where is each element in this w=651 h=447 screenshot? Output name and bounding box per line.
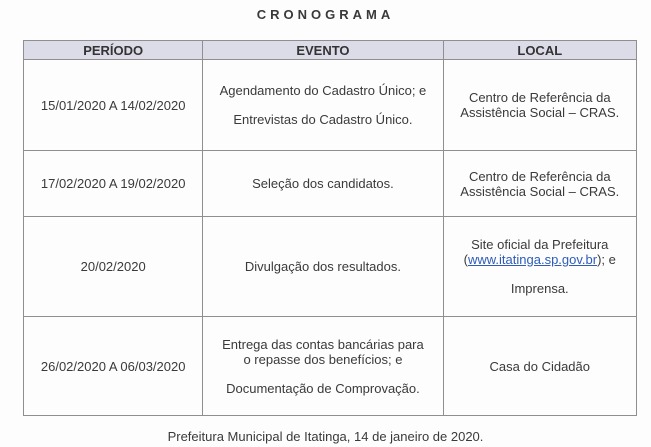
local-line: Assistência Social – CRAS. [460, 105, 620, 120]
document-title: CRONOGRAMA [256, 7, 395, 22]
period-cell: 17/02/2020 A 19/02/2020 [24, 151, 203, 217]
period-cell: 20/02/2020 [24, 217, 203, 317]
column-header-local: LOCAL [443, 41, 636, 60]
column-header-period: PERÍODO [24, 41, 203, 60]
event-line: o repasse dos benefícios; e [243, 351, 403, 367]
event-line: Entrevistas do Cadastro Único. [233, 112, 413, 127]
event-cell [203, 60, 443, 151]
event-cell [203, 217, 443, 317]
local-cell [443, 151, 636, 217]
table-row [24, 317, 637, 416]
paren-open: ( [463, 252, 468, 267]
column-header-event: EVENTO [203, 41, 443, 60]
table-row [24, 151, 637, 217]
local-cell [443, 217, 636, 317]
period-cell: 15/01/2020 A 14/02/2020 [24, 60, 203, 151]
event-line: Entrega das contas bancárias para [222, 336, 424, 352]
local-line: Centro de Referência da [468, 168, 611, 184]
local-line: Casa do Cidadão [489, 358, 590, 374]
schedule-table [23, 40, 637, 416]
table-row [24, 60, 637, 151]
period-cell: 26/02/2020 A 06/03/2020 [24, 317, 203, 416]
event-cell [203, 151, 443, 217]
local-line: Imprensa. [510, 281, 569, 296]
local-line: Centro de Referência da [468, 90, 611, 105]
event-line: Agendamento do Cadastro Único; e [219, 83, 427, 98]
table-header-row [24, 41, 637, 60]
table-row [24, 217, 637, 317]
link-suffix: ); e [597, 252, 616, 267]
local-cell [443, 60, 636, 151]
event-line: Documentação de Comprovação. [226, 380, 420, 396]
website-link[interactable]: www.itatinga.sp.gov.br [467, 252, 598, 267]
event-cell [203, 317, 443, 416]
event-line: Divulgação dos resultados. [244, 259, 401, 274]
local-line: Site oficial da Prefeitura [471, 237, 609, 252]
document-footer: Prefeitura Municipal de Itatinga, 14 de janeiro de 2020. [167, 429, 484, 444]
local-cell [443, 317, 636, 416]
local-line: Assistência Social – CRAS. [460, 183, 620, 199]
local-line-link [448, 252, 632, 267]
event-line: Seleção dos candidatos. [252, 176, 394, 191]
